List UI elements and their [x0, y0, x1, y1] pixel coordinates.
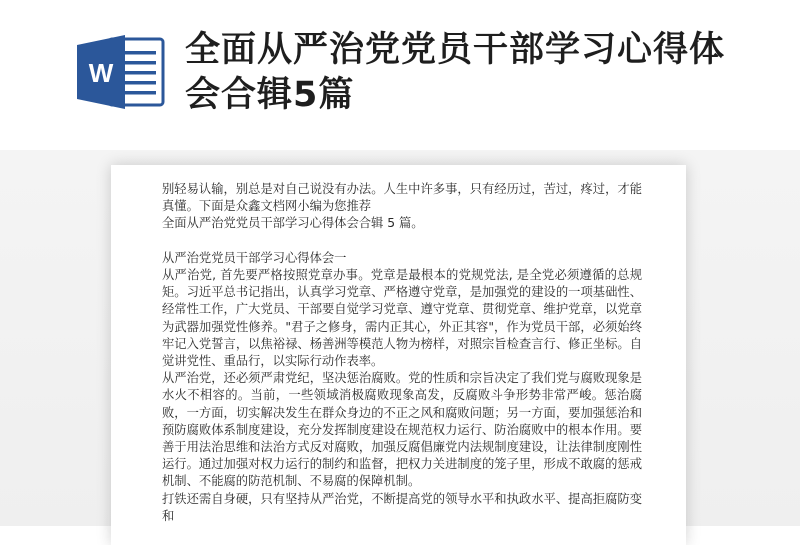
body-paragraph-2: 从严治党，还必须严肃党纪，坚决惩治腐败。党的性质和宗旨决定了我们党与腐败现象是水火不相容的。当前，一些领域消极腐败现象高发，反腐败斗争形势非常严峻。惩治腐败，一方面，切实解决发生在群众身边的不正之风和腐败问题；另一方面，要加强惩治和预防腐败体系制度建设，充分发挥制度建设在规范权力运行、防治腐败中的根本作用。要善于用法治思维和法治方式反对腐败，加强反腐倡廉党内法规制度建设，让法律制度刚性运行。通过加强对权力运行的制约和监督，把权力关进制度的笼子里，形成不敢腐的惩戒机制、不能腐的防范机制、不易腐的保障机制。: [162, 371, 642, 489]
word-document-icon: [75, 33, 167, 111]
document-body: [162, 181, 642, 525]
section-title: 从严治党党员干部学习心得体会一: [162, 250, 347, 265]
blank-line: [162, 233, 642, 250]
body-paragraph-3: 打铁还需自身硬，只有坚持从严治党，不断提高党的领导水平和执政水平、提高拒腐防变和: [162, 491, 642, 523]
body-paragraph-1: 从严治党, 首先要严格按照党章办事。党章是最根本的党规党法, 是全党必须遵循的总规矩。习近平总书记指出，认真学习党章、严格遵守党章，是加强党的建设的一项基础性、经常性工作，广大党员、干部要自觉学习党章、遵守党章、贯彻党章、维护党章，以党章为武器加强党性修养。"君子之修身，需内正其心，外正其容"，作为党员干部，必须始终牢记入党誓言，以焦裕禄、杨善洲等模范人物为榜样，对照宗旨检查言行、修正坐标。自觉讲党性、重品行，以实际行动作表率。: [162, 268, 642, 369]
document-title: 全面从严治党党员干部学习心得体会合辑5篇: [185, 30, 726, 115]
intro-paragraph: 别轻易认输，别总是对自己说没有办法。人生中许多事，只有经历过，苦过，疼过，才能真懂。下面是众鑫文档网小编为您推荐: [162, 182, 642, 214]
intro-paragraph-2: 全面从严治党党员干部学习心得体会合辑 5 篇。: [162, 216, 424, 231]
header: [0, 0, 800, 150]
word-icon-letter: W: [88, 58, 114, 88]
